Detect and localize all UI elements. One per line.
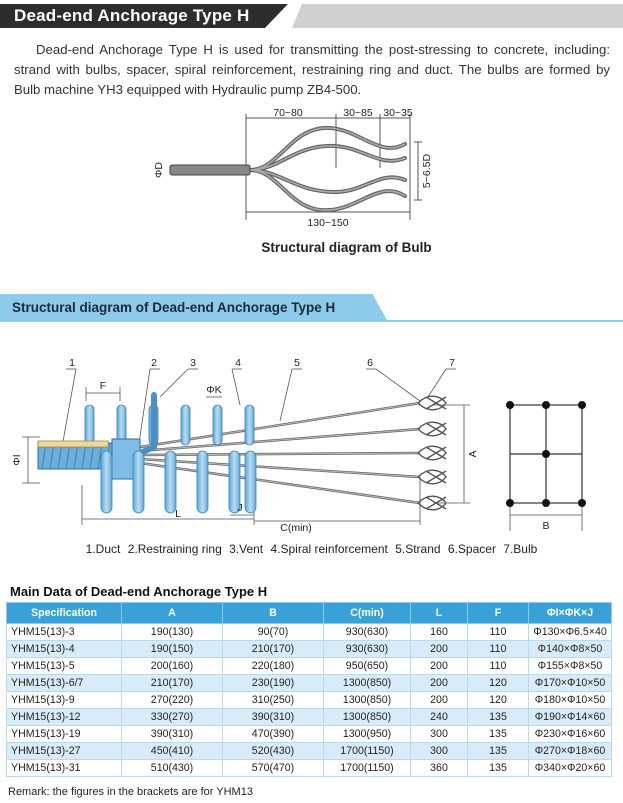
anchorage-section-title: Structural diagram of Dead-end Anchorage Type H — [12, 300, 336, 315]
legend-item-spiral: 4.Spiral reinforcement — [270, 542, 388, 556]
intro-text: Dead-end Anchorage Type H is used for transmitting the post-stressing to concrete, including: strand with bulbs, spacer, spiral reinforcement, restraining ring and duct. The bulbs are formed by Bulb machine YH3 equipped with Hydraulic pump ZB4-500. — [14, 42, 610, 97]
bulb-dim-diameter: ΦD — [153, 162, 165, 178]
cell-ikj: Φ180×Φ10×50 — [529, 692, 612, 709]
cell-f: 110 — [468, 658, 529, 675]
cell-l: 300 — [411, 726, 468, 743]
bulb-dim-right: 5~6.5D — [421, 153, 433, 189]
legend-item-strand: 5.Strand — [395, 542, 441, 556]
legend-item-restraining-ring: 2.Restraining ring — [127, 542, 222, 556]
cell-f: 120 — [468, 675, 529, 692]
cell-f: 135 — [468, 743, 529, 760]
cell-ikj: Φ340×Φ20×60 — [529, 760, 612, 777]
diagram-legend — [0, 542, 623, 556]
cell-b: 470(390) — [223, 726, 324, 743]
callout-1: 1 — [69, 357, 75, 369]
cell-b: 210(170) — [223, 641, 324, 658]
cell-ikj: Φ130×Φ6.5×40 — [529, 624, 612, 641]
bulb-dim-top-2: 30~85 — [343, 107, 373, 119]
cell-c: 1300(850) — [324, 709, 411, 726]
cell-ikj: Φ155×Φ8×50 — [529, 658, 612, 675]
table-row — [7, 624, 612, 641]
main-data-table — [6, 602, 612, 777]
table-row — [7, 641, 612, 658]
cell-spec: YHM15(13)-9 — [7, 692, 122, 709]
cell-c: 930(630) — [324, 641, 411, 658]
page-title: Dead-end Anchorage Type H — [14, 6, 250, 25]
cell-l: 200 — [411, 641, 468, 658]
cell-spec: YHM15(13)-12 — [7, 709, 122, 726]
bulb-caption — [0, 240, 623, 255]
cell-a: 390(310) — [122, 726, 223, 743]
section-header-main — [0, 0, 623, 30]
cell-b: 570(470) — [223, 760, 324, 777]
header-grey-band — [292, 4, 623, 28]
cell-f: 110 — [468, 624, 529, 641]
legend-item-spacer: 6.Spacer — [447, 542, 496, 556]
cell-f: 135 — [468, 726, 529, 743]
cell-f: 135 — [468, 760, 529, 777]
cell-c: 1300(950) — [324, 726, 411, 743]
cell-l: 240 — [411, 709, 468, 726]
dim-label-l: L — [175, 508, 181, 520]
cell-a: 190(130) — [122, 624, 223, 641]
cell-c: 950(650) — [324, 658, 411, 675]
table-remark: Remark: the figures in the brackets are for YHM13 — [8, 786, 253, 798]
cell-f: 120 — [468, 692, 529, 709]
col-header-c: C(min) — [324, 603, 411, 624]
dim-label-a: A — [467, 450, 479, 458]
cell-c: 1300(850) — [324, 692, 411, 709]
table-header-row — [7, 603, 612, 624]
cell-ikj: Φ170×Φ10×50 — [529, 675, 612, 692]
cell-l: 300 — [411, 743, 468, 760]
table-title: Main Data of Dead-end Anchorage Type H — [10, 584, 268, 599]
table-row — [7, 709, 612, 726]
cell-spec: YHM15(13)-5 — [7, 658, 122, 675]
cell-spec: YHM15(13)-6/7 — [7, 675, 122, 692]
legend-item-bulb: 7.Bulb — [503, 542, 538, 556]
col-header-f: F — [468, 603, 529, 624]
callout-6: 6 — [367, 357, 373, 369]
table-row — [7, 692, 612, 709]
callout-3: 3 — [190, 357, 196, 369]
cell-b: 390(310) — [223, 709, 324, 726]
callout-4: 4 — [235, 357, 241, 369]
cell-a: 450(410) — [122, 743, 223, 760]
cell-f: 110 — [468, 641, 529, 658]
cell-l: 200 — [411, 658, 468, 675]
cell-b: 520(430) — [223, 743, 324, 760]
cell-l: 360 — [411, 760, 468, 777]
bulb-dim-bottom: 130~150 — [307, 217, 349, 229]
anchorage-diagram — [0, 355, 623, 535]
callout-7: 7 — [449, 357, 455, 369]
legend-item-duct: 1.Duct — [85, 542, 121, 556]
cell-c: 1300(850) — [324, 675, 411, 692]
bulb-caption-text: Structural diagram of Bulb — [261, 240, 432, 255]
cell-b: 90(70) — [223, 624, 324, 641]
legend-item-vent: 3.Vent — [229, 542, 264, 556]
cell-a: 270(220) — [122, 692, 223, 709]
bulb-dim-top-3: 30~35 — [383, 107, 413, 119]
col-header-b: B — [223, 603, 324, 624]
col-header-specification: Specification — [7, 603, 122, 624]
cell-a: 210(170) — [122, 675, 223, 692]
callout-2: 2 — [151, 357, 157, 369]
cell-b: 230(190) — [223, 675, 324, 692]
cell-l: 200 — [411, 692, 468, 709]
cell-c: 1700(1150) — [324, 743, 411, 760]
cell-l: 200 — [411, 675, 468, 692]
dim-label-j: J — [237, 502, 243, 514]
cell-a: 510(430) — [122, 760, 223, 777]
dim-label-f: F — [99, 380, 107, 392]
cell-spec: YHM15(13)-3 — [7, 624, 122, 641]
bulb-dim-top-1: 70~80 — [273, 107, 303, 119]
dim-label-k: ΦK — [206, 384, 222, 396]
cell-c: 930(630) — [324, 624, 411, 641]
cell-ikj: Φ270×Φ18×60 — [529, 743, 612, 760]
col-header-l: L — [411, 603, 468, 624]
table-row — [7, 743, 612, 760]
cell-a: 190(150) — [122, 641, 223, 658]
dim-label-b: B — [542, 520, 550, 532]
table-row — [7, 760, 612, 777]
col-header-ikj: ΦI×ΦK×J — [529, 603, 612, 624]
dim-label-i: ΦI — [11, 454, 23, 466]
cell-ikj: Φ230×Φ16×60 — [529, 726, 612, 743]
cell-a: 200(160) — [122, 658, 223, 675]
cell-l: 160 — [411, 624, 468, 641]
cell-b: 310(250) — [223, 692, 324, 709]
table-row — [7, 726, 612, 743]
cell-ikj: Φ190×Φ14×60 — [529, 709, 612, 726]
bulb-diagram — [153, 107, 460, 236]
cell-ikj: Φ140×Φ8×50 — [529, 641, 612, 658]
col-header-a: A — [122, 603, 223, 624]
cell-b: 220(180) — [223, 658, 324, 675]
cell-spec: YHM15(13)-4 — [7, 641, 122, 658]
intro-paragraph — [14, 40, 610, 100]
cell-spec: YHM15(13)-31 — [7, 760, 122, 777]
cell-spec: YHM15(13)-27 — [7, 743, 122, 760]
callout-5: 5 — [294, 357, 300, 369]
cell-spec: YHM15(13)-19 — [7, 726, 122, 743]
dim-label-c: C(min) — [280, 522, 312, 534]
cell-f: 135 — [468, 709, 529, 726]
section-header-anchorage — [0, 294, 623, 322]
table-row — [7, 658, 612, 675]
cell-c: 1700(1150) — [324, 760, 411, 777]
cell-a: 330(270) — [122, 709, 223, 726]
table-row — [7, 675, 612, 692]
